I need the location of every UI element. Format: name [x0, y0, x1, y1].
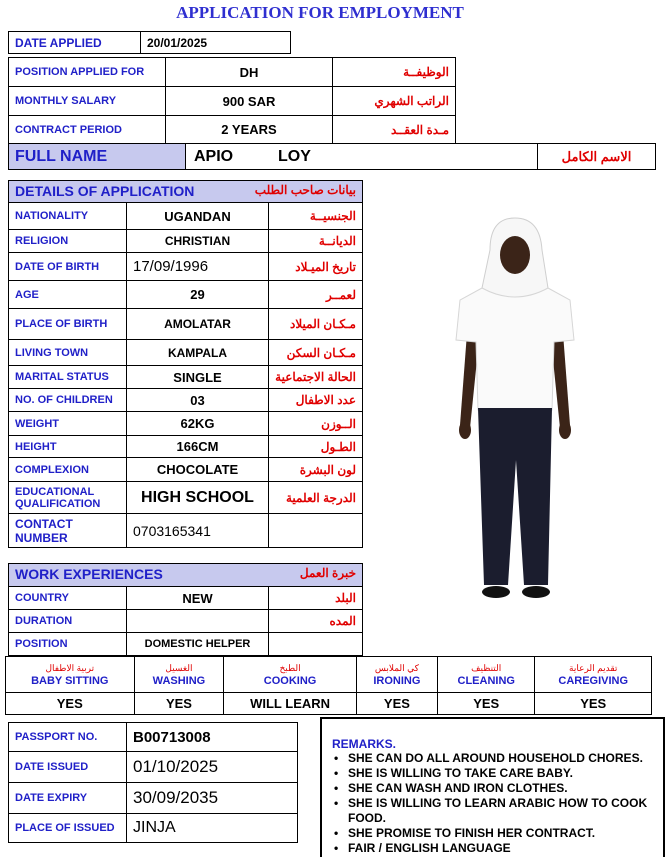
duration-arabic: المده [269, 610, 363, 633]
skill-ironing-value: YES [356, 693, 437, 715]
height-arabic: الطـول [269, 436, 363, 458]
contact-value: 0703165341 [127, 514, 269, 548]
education-value: HIGH SCHOOL [127, 482, 269, 514]
salary-arabic: الراتب الشهري [333, 87, 456, 116]
remarks-title: REMARKS. [332, 737, 397, 751]
position-table [8, 57, 456, 144]
complexion-arabic: لون البشرة [269, 458, 363, 482]
skill-cooking-value: WILL LEARN [224, 693, 356, 715]
first-name: APIO [194, 147, 234, 165]
remark-item: • SHE PROMISE TO FINISH HER CONTRACT. [332, 826, 653, 841]
skill-ironing [356, 657, 437, 693]
skill-caregiving-arabic: تقديم الرعاية [569, 662, 618, 673]
position-arabic: الوظيفــة [333, 58, 456, 87]
full-name-label: FULL NAME [9, 144, 186, 170]
skill-cooking-arabic: الطبخ [279, 662, 301, 673]
dob-arabic: تاريخ الميـلاد [269, 253, 363, 281]
remarks-list [332, 751, 653, 856]
place-issued-value: JINJA [127, 814, 298, 843]
date-expiry-label: DATE EXPIRY [9, 783, 127, 814]
living-town-arabic: مـكـان السكن [269, 340, 363, 366]
skill-cleaning-label: CLEANING [457, 674, 515, 687]
duration-label: DURATION [9, 610, 127, 633]
marital-status-arabic: الحالة الاجتماعية [269, 366, 363, 389]
nationality-value: UGANDAN [127, 203, 269, 230]
skill-caregiving-label: CAREGIVING [558, 674, 629, 687]
weight-label: WEIGHT [9, 412, 127, 436]
applicant-photo [430, 210, 600, 610]
date-applied-value: 20/01/2025 [141, 32, 291, 54]
date-applied-table [8, 31, 291, 54]
place-issued-label: PLACE OF ISSUED [9, 814, 127, 843]
skill-washing-arabic: الغسيل [165, 662, 193, 673]
remark-item: • FAIR / ENGLISH LANGUAGE [332, 841, 653, 856]
place-of-birth-value: AMOLATAR [127, 309, 269, 340]
skill-cooking [224, 657, 356, 693]
contract-arabic: مـدة العقــد [333, 116, 456, 144]
country-value: NEW [127, 587, 269, 610]
education-label: EDUCATIONAL QUALIFICATION [9, 482, 127, 514]
details-header [9, 181, 363, 203]
salary-value: 900 SAR [166, 87, 333, 116]
age-arabic: لعمــر [269, 281, 363, 309]
skills-table [5, 656, 652, 715]
passport-table [8, 722, 298, 843]
religion-value: CHRISTIAN [127, 230, 269, 253]
work-header-arabic: خبرة العمل [299, 566, 356, 580]
skill-babysitting-arabic: تربية الاطفال [45, 662, 95, 673]
dob-value: 17/09/1996 [127, 253, 269, 281]
details-table [8, 180, 363, 548]
salary-label: MONTHLY SALARY [9, 87, 166, 116]
duration-value [127, 610, 269, 633]
marital-status-label: MARITAL STATUS [9, 366, 127, 389]
details-header-label: DETAILS OF APPLICATION [15, 182, 195, 199]
religion-label: RELIGION [9, 230, 127, 253]
age-label: AGE [9, 281, 127, 309]
complexion-label: COMPLEXION [9, 458, 127, 482]
remark-item: • SHE CAN WASH AND IRON CLOTHES. [332, 781, 653, 796]
full-name-table [8, 143, 656, 170]
work-header [9, 564, 363, 587]
skill-cleaning [438, 657, 535, 693]
place-of-birth-label: PLACE OF BIRTH [9, 309, 127, 340]
children-value: 03 [127, 389, 269, 412]
weight-arabic: الــوزن [269, 412, 363, 436]
children-label: NO. OF CHILDREN [9, 389, 127, 412]
nationality-arabic: الجنسيــة [269, 203, 363, 230]
passport-no-value: B00713008 [127, 723, 298, 752]
country-arabic: البلد [269, 587, 363, 610]
remarks-box [320, 717, 665, 857]
living-town-value: KAMPALA [127, 340, 269, 366]
details-header-arabic: بيانات صاحب الطلب [254, 182, 356, 197]
skill-caregiving-value: YES [535, 693, 652, 715]
passport-no-label: PASSPORT NO. [9, 723, 127, 752]
full-name-value [186, 144, 538, 170]
contract-value: 2 YEARS [166, 116, 333, 144]
nationality-label: NATIONALITY [9, 203, 127, 230]
dob-label: DATE OF BIRTH [9, 253, 127, 281]
skill-ironing-label: IRONING [373, 674, 421, 687]
skill-cooking-label: COOKING [263, 674, 317, 687]
date-issued-label: DATE ISSUED [9, 752, 127, 783]
skill-babysitting-value: YES [6, 693, 135, 715]
children-arabic: عدد الاطفال [269, 389, 363, 412]
weight-value: 62KG [127, 412, 269, 436]
last-name: LOY [278, 147, 311, 165]
position-label: POSITION APPLIED FOR [9, 58, 166, 87]
skill-cleaning-arabic: التنظيف [471, 662, 502, 673]
height-label: HEIGHT [9, 436, 127, 458]
height-value: 166CM [127, 436, 269, 458]
skill-babysitting-label: BABY SITTING [31, 674, 109, 687]
skill-caregiving [535, 657, 652, 693]
contract-label: CONTRACT PERIOD [9, 116, 166, 144]
age-value: 29 [127, 281, 269, 309]
skill-ironing-arabic: كي الملابس [374, 662, 419, 673]
skill-washing-value: YES [134, 693, 224, 715]
place-of-birth-arabic: مـكـان الميلاد [269, 309, 363, 340]
work-position-label: POSITION [9, 633, 127, 656]
work-header-label: WORK EXPERIENCES [15, 566, 163, 582]
contact-arabic [269, 514, 363, 548]
complexion-value: CHOCOLATE [127, 458, 269, 482]
position-value: DH [166, 58, 333, 87]
date-applied-label: DATE APPLIED [9, 32, 141, 54]
skill-cleaning-value: YES [438, 693, 535, 715]
religion-arabic: الديانــة [269, 230, 363, 253]
skill-washing-label: WASHING [152, 674, 206, 687]
education-arabic: الدرجة العلمية [269, 482, 363, 514]
contact-label: CONTACT NUMBER [9, 514, 127, 548]
date-expiry-value: 30/09/2035 [127, 783, 298, 814]
country-label: COUNTRY [9, 587, 127, 610]
living-town-label: LIVING TOWN [9, 340, 127, 366]
remark-item: • SHE IS WILLING TO LEARN ARABIC HOW TO COOK FOOD. [332, 796, 653, 826]
marital-status-value: SINGLE [127, 366, 269, 389]
remark-item: • SHE IS WILLING TO TAKE CARE BABY. [332, 766, 653, 781]
page-title: APPLICATION FOR EMPLOYMENT [176, 3, 464, 22]
work-position-arabic [269, 633, 363, 656]
full-name-arabic: الاسم الكامل [538, 144, 656, 170]
date-issued-value: 01/10/2025 [127, 752, 298, 783]
skill-babysitting [6, 657, 135, 693]
skill-washing [134, 657, 224, 693]
work-position-value: DOMESTIC HELPER [127, 633, 269, 656]
work-table [8, 563, 363, 656]
remark-item: • SHE CAN DO ALL AROUND HOUSEHOLD CHORES. [332, 751, 653, 766]
